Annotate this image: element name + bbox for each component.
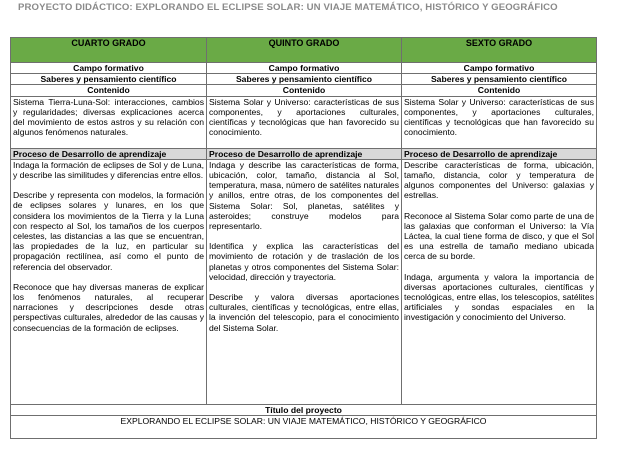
campo-formativo-value: Saberes y pensamiento científico [11, 74, 207, 85]
campo-formativo-row [11, 74, 597, 85]
grade-header-cuarto: CUARTO GRADO [11, 38, 207, 63]
pda-paragraph: Describe características de forma, ubicación, tamaño, distancia, color y temperatura de algunos componentes del Universo: galaxias y estrellas. [404, 159, 594, 201]
campo-formativo-label: Campo formativo [402, 63, 597, 74]
pda-paragraph: Indaga la formación de eclipses de Sol y de Luna, y describe las similitudes y diferencias entre ellos. [13, 159, 204, 181]
contenido-label: Contenido [11, 85, 207, 96]
pda-paragraph: Reconoce al Sistema Solar como parte de una de las galaxias que conforman el Universo: la Vía Láctea, la cual tiene forma de disco, y que el Sol es una estrella de tamaño mediano ubicada cerca de su borde. [404, 210, 594, 262]
campo-formativo-label: Campo formativo [11, 63, 207, 74]
contenido-label: Contenido [402, 85, 597, 96]
contenido-text: Sistema Solar y Universo: características de sus componentes, y aportaciones culturales, científicas y tecnológicas que han favorecido su conocimiento. [207, 96, 402, 148]
pda-row [11, 159, 597, 404]
contenido-text: Sistema Tierra-Luna-Sol: interacciones, cambios y regularidades; diversas explicaciones acerca del movimiento de estos astros y su relación con algunos fenómenos naturales. [11, 96, 207, 148]
pda-paragraph: Describe y representa con modelos, la formación de eclipses solares y lunares, en los que considera los movimientos de la Tierra y la Luna con respecto al Sol, los tamaños de los cuerpos celestes, las distancias a las que se encuentran, las propiedades de la luz, en particular su propagación rectilínea, así como el punto de referencia del observador. [13, 190, 204, 272]
pda-cell-sexto [402, 159, 597, 404]
pda-label: Proceso de Desarrollo de aprendizaje [402, 148, 597, 159]
planning-table [10, 37, 597, 439]
titulo-label: Título del proyecto [11, 404, 597, 415]
contenido-text: Sistema Solar y Universo: características de sus componentes, y aportaciones culturales, científicas y tecnológicas que han favorecido su conocimiento. [402, 96, 597, 148]
campo-formativo-label-row [11, 63, 597, 74]
pda-label: Proceso de Desarrollo de aprendizaje [207, 148, 402, 159]
pda-paragraph: Indaga, argumenta y valora la importancia de diversas aportaciones culturales, científicas y tecnológicas, entre ellas, los telescopios, satélites artificiales y sondas espaciales en la investigación y conocimiento del Universo. [404, 271, 594, 323]
pda-paragraph: Indaga y describe las características de forma, ubicación, color, tamaño, distancia al Sol, temperatura, masa, número de satélites naturales y anillos, entre otras, de los componentes del Sistema Solar: Sol, planetas, satélites y asteroides; construye modelos para representarlo. [209, 159, 399, 232]
pda-paragraph: Reconoce que hay diversas maneras de explicar los fenómenos naturales, al recuperar narraciones y descripciones desde otras perspectivas culturales, alrededor de las causas y consecuencias de la formación de eclipses. [13, 281, 204, 333]
pda-paragraph: Describe y valora diversas aportaciones culturales, científicas y tecnológicas, entre ellas, la invención del telescopio, para el conocimiento del Sistema Solar. [209, 292, 399, 333]
pda-cell-quinto [207, 159, 402, 404]
campo-formativo-label: Campo formativo [207, 63, 402, 74]
campo-formativo-value: Saberes y pensamiento científico [207, 74, 402, 85]
pda-label-row [11, 148, 597, 159]
titulo-label-row [11, 404, 597, 415]
campo-formativo-value: Saberes y pensamiento científico [402, 74, 597, 85]
pda-label: Proceso de Desarrollo de aprendizaje [11, 148, 207, 159]
titulo-row [11, 416, 597, 439]
grade-header-sexto: SEXTO GRADO [402, 38, 597, 63]
contenido-row [11, 96, 597, 148]
document-title: PROYECTO DIDÁCTICO: EXPLORANDO EL ECLIPSE SOLAR: UN VIAJE MATEMÁTICO, HISTÓRICO Y GEOGRÁFICO [18, 2, 558, 13]
contenido-label-row [11, 85, 597, 96]
pda-cell-cuarto [11, 159, 207, 404]
contenido-label: Contenido [207, 85, 402, 96]
grade-header-row [11, 38, 597, 63]
pda-paragraph: Identifica y explica las características del movimiento de rotación y de traslación de los planetas y otros componentes del Sistema Solar: velocidad, dirección y trayectoria. [209, 241, 399, 282]
grade-header-quinto: QUINTO GRADO [207, 38, 402, 63]
project-title: EXPLORANDO EL ECLIPSE SOLAR: UN VIAJE MATEMÁTICO, HISTÓRICO Y GEOGRÁFICO [11, 416, 597, 439]
